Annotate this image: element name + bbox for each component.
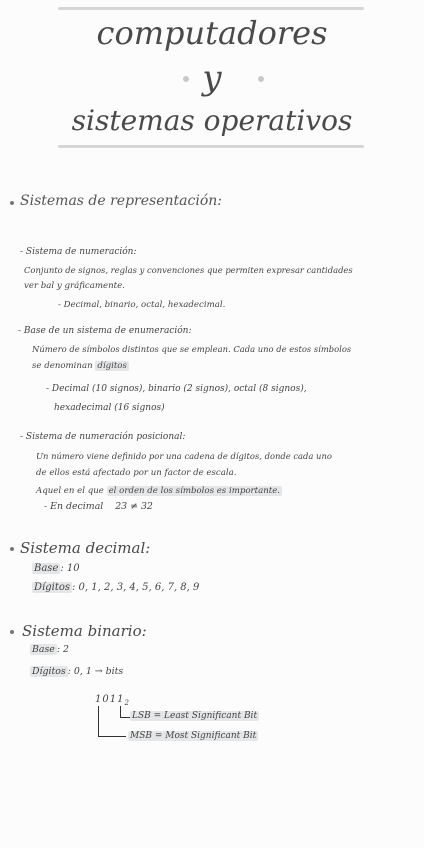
decimal-base-row (32, 563, 80, 574)
lsb-text: LSB = Least Significant Bit (132, 711, 258, 721)
posicional-text-3 (36, 486, 282, 496)
base-example-1: - Decimal (10 signos), binario (2 signos), octal (8 signos), (46, 384, 307, 394)
binary-digits-row (30, 666, 123, 677)
binary-number-digits: 1011 (95, 694, 125, 705)
top-rule (58, 7, 364, 10)
decimal-digits-label: Dígitos (34, 582, 70, 593)
binary-digits-label: Dígitos (32, 666, 66, 677)
msb-connector-vertical (98, 706, 99, 736)
title-line-3: sistemas operativos (71, 104, 353, 137)
posicional-example: - En decimal 23 ≠ 32 (44, 501, 153, 512)
decimal-digits-value: : 0, 1, 2, 3, 4, 5, 6, 7, 8, 9 (72, 582, 200, 593)
posicional-text-3-highlight: el orden de los símbolos es importante. (108, 486, 281, 496)
binary-digits-value: : 0, 1 → bits (67, 666, 124, 677)
section2-heading: Sistema decimal: (20, 539, 151, 557)
section3-bullet (10, 630, 14, 634)
posicional-text-1: Un número viene definido por una cadena de dígitos, donde cada uno (36, 451, 332, 461)
base-text-1: Número de símbolos distintos que se emplean. Cada uno de estos símbolos (32, 344, 352, 354)
base-text-2 (32, 361, 129, 371)
binary-number (95, 694, 130, 707)
section2-bullet (10, 547, 14, 551)
binary-number-subscript: 2 (124, 699, 130, 707)
binary-base-label: Base (32, 644, 55, 655)
section3-heading: Sistema binario: (22, 622, 147, 640)
title-line-1: computadores (96, 14, 328, 52)
posicional-heading: - Sistema de numeración posicional: (20, 432, 186, 442)
lsb-connector-horizontal (120, 717, 130, 718)
binary-base-value: : 2 (56, 644, 69, 655)
section1-heading: Sistemas de representación: (20, 193, 222, 209)
posicional-text-2: de ellos está afectado por un factor de escala. (36, 468, 237, 478)
posicional-text-3-pre: Aquel en el que (36, 486, 104, 496)
binary-base-row (30, 644, 69, 655)
title-line-2: y (202, 58, 222, 98)
msb-text: MSB = Most Significant Bit (130, 731, 257, 741)
lsb-connector-vertical (120, 706, 121, 717)
msb-label (128, 731, 258, 741)
msb-connector-horizontal (98, 736, 126, 737)
base-text-2-pre: se denominan (32, 361, 93, 371)
decimal-base-value: : 10 (60, 563, 80, 574)
base-text-2-highlight: dígitos (97, 361, 127, 371)
section1-bullet (10, 201, 14, 205)
lsb-label (130, 711, 259, 721)
base-example-2: hexadecimal (16 signos) (54, 403, 165, 413)
numeracion-text-2: ver bal y gráficamente. (24, 281, 125, 291)
decimal-digits-row (32, 582, 199, 593)
numeracion-heading: - Sistema de numeración: (20, 247, 137, 257)
title-dot-right (258, 76, 264, 82)
bottom-rule (58, 145, 364, 148)
numeracion-examples: - Decimal, binario, octal, hexadecimal. (58, 300, 226, 310)
numeracion-text-1: Conjunto de signos, reglas y convenciones que permiten expresar cantidades (24, 265, 353, 275)
decimal-base-label: Base (34, 563, 59, 574)
base-heading: - Base de un sistema de enumeración: (18, 326, 192, 336)
